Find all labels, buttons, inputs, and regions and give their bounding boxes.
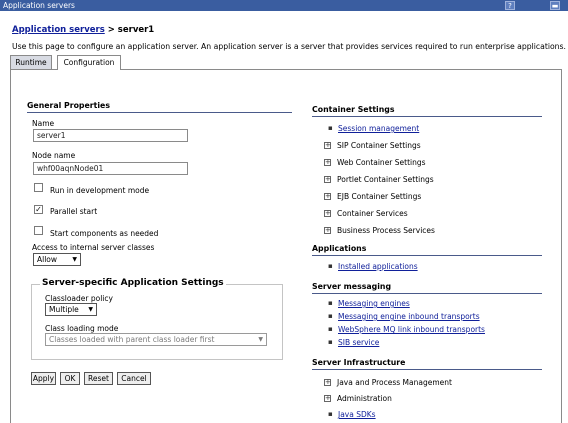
bullet-icon: ▪ bbox=[328, 124, 333, 132]
bullet-icon: ▪ bbox=[328, 410, 333, 418]
container-services[interactable]: Container Services bbox=[337, 209, 408, 218]
ejb-container-settings[interactable]: EJB Container Settings bbox=[337, 192, 422, 201]
access-internal-classes-value: Allow bbox=[37, 255, 58, 264]
java-sdks-link[interactable]: Java SDKs bbox=[338, 410, 376, 419]
tab-configuration[interactable]: Configuration bbox=[57, 55, 121, 70]
server-infrastructure-heading: Server Infrastructure bbox=[312, 358, 542, 370]
bullet-icon: ▪ bbox=[328, 338, 333, 346]
parallel-start-checkbox[interactable]: ✓ bbox=[35, 205, 42, 214]
expand-icon[interactable]: + bbox=[325, 192, 331, 200]
class-loading-mode-value: Classes loaded with parent class loader first bbox=[49, 335, 215, 344]
server-specific-legend: Server-specific Application Settings bbox=[42, 278, 224, 288]
expand-icon[interactable]: + bbox=[325, 394, 331, 402]
administration[interactable]: Administration bbox=[337, 394, 392, 403]
expand-icon[interactable]: + bbox=[325, 175, 331, 183]
node-name-label: Node name bbox=[32, 151, 76, 160]
node-name-input[interactable]: whf00aqnNode01 bbox=[33, 162, 188, 175]
chevron-down-icon: ▼ bbox=[258, 336, 263, 343]
container-settings-heading: Container Settings bbox=[312, 105, 542, 117]
class-loading-mode-select[interactable] bbox=[45, 333, 267, 346]
breadcrumb bbox=[12, 25, 154, 35]
chevron-down-icon: ▼ bbox=[72, 256, 77, 263]
expand-icon[interactable]: + bbox=[325, 209, 331, 217]
apply-button[interactable]: Apply bbox=[32, 374, 55, 383]
messaging-inbound-transports-link[interactable]: Messaging engine inbound transports bbox=[338, 312, 480, 321]
messaging-engines-link[interactable]: Messaging engines bbox=[338, 299, 410, 308]
tab-runtime[interactable]: Runtime bbox=[10, 55, 52, 70]
bullet-icon: ▪ bbox=[328, 299, 333, 307]
sip-container-settings[interactable]: SIP Container Settings bbox=[337, 141, 421, 150]
bullet-icon: ▪ bbox=[328, 262, 333, 270]
server-messaging-heading: Server messaging bbox=[312, 282, 542, 294]
access-internal-classes-select[interactable] bbox=[33, 253, 81, 266]
breadcrumb-application-servers-link[interactable]: Application servers bbox=[12, 25, 105, 35]
class-loading-mode-label: Class loading mode bbox=[45, 324, 119, 333]
parallel-start-label: Parallel start bbox=[50, 207, 98, 216]
ok-button[interactable]: OK bbox=[60, 372, 80, 385]
applications-heading: Applications bbox=[312, 244, 542, 256]
bullet-icon: ▪ bbox=[328, 325, 333, 333]
cancel-button[interactable]: Cancel bbox=[117, 372, 151, 385]
expand-icon[interactable]: + bbox=[325, 158, 331, 166]
web-container-settings[interactable]: Web Container Settings bbox=[337, 158, 426, 167]
business-process-services[interactable]: Business Process Services bbox=[337, 226, 435, 235]
start-components-checkbox[interactable] bbox=[34, 226, 43, 235]
run-development-mode-label: Run in development mode bbox=[50, 186, 150, 195]
page-description: Use this page to configure an application server. An application server is a server that provides services required to run enterprise applications. bbox=[12, 42, 566, 51]
window-title: Application servers bbox=[3, 1, 75, 10]
expand-icon[interactable]: + bbox=[325, 141, 331, 149]
breadcrumb-separator: > bbox=[104, 25, 118, 35]
mq-link-inbound-transports-link[interactable]: WebSphere MQ link inbound transports bbox=[338, 325, 485, 334]
start-components-label: Start components as needed bbox=[50, 229, 159, 238]
sib-service-link[interactable]: SIB service bbox=[338, 338, 380, 347]
name-input[interactable]: server1 bbox=[33, 129, 188, 142]
name-label: Name bbox=[32, 119, 55, 128]
classloader-policy-label: Classloader policy bbox=[45, 294, 113, 303]
chevron-down-icon: ▼ bbox=[88, 306, 93, 313]
bullet-icon: ▪ bbox=[328, 312, 333, 320]
expand-icon[interactable]: + bbox=[325, 378, 331, 386]
run-development-mode-checkbox[interactable] bbox=[34, 183, 43, 192]
expand-icon[interactable]: + bbox=[325, 226, 331, 234]
general-properties-heading: General Properties bbox=[27, 101, 292, 113]
installed-applications-link[interactable]: Installed applications bbox=[338, 262, 418, 271]
session-management-link[interactable]: Session management bbox=[338, 124, 420, 133]
classloader-policy-select[interactable] bbox=[45, 303, 97, 316]
java-process-management[interactable]: Java and Process Management bbox=[337, 378, 452, 387]
window-titlebar bbox=[0, 0, 568, 11]
classloader-policy-value: Multiple bbox=[49, 305, 79, 314]
help-icon[interactable]: ? bbox=[505, 1, 515, 10]
breadcrumb-current: server1 bbox=[117, 25, 155, 35]
portlet-container-settings[interactable]: Portlet Container Settings bbox=[337, 175, 434, 184]
minimize-icon[interactable]: ▬ bbox=[551, 2, 559, 10]
access-internal-classes-label: Access to internal server classes bbox=[32, 243, 155, 252]
reset-button[interactable]: Reset bbox=[84, 372, 113, 385]
